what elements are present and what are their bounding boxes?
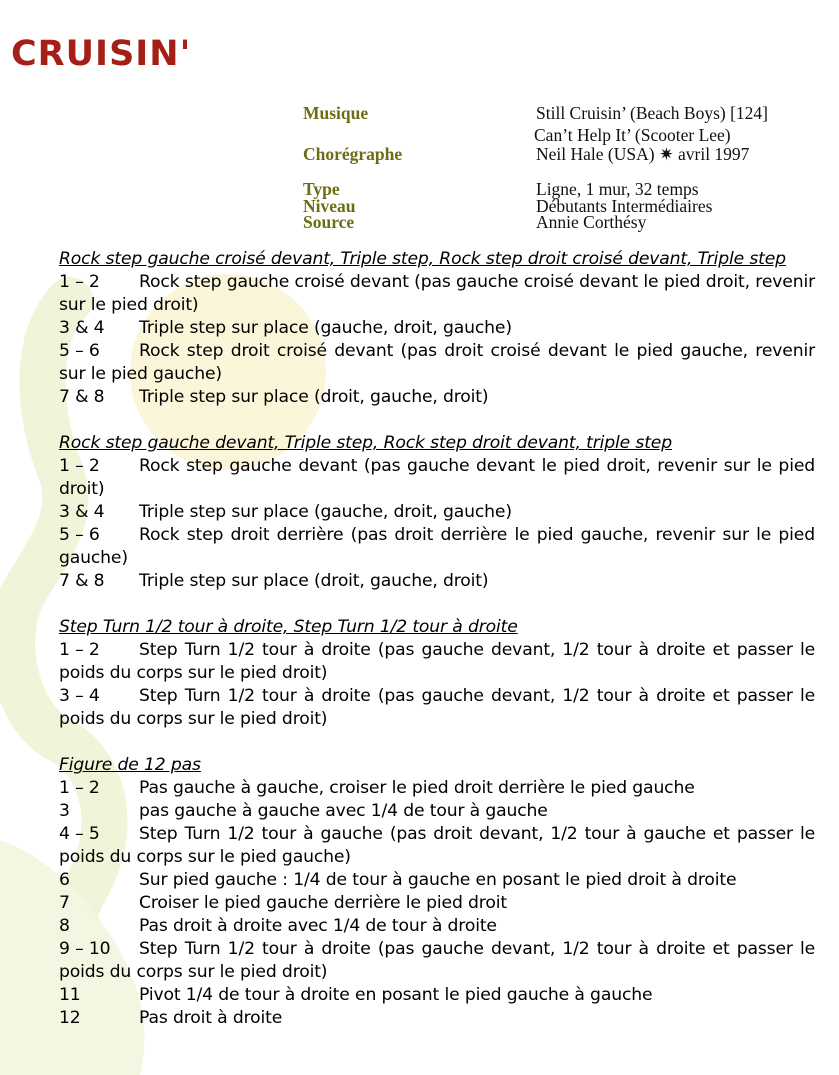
step-count: 1 – 2 <box>59 456 100 476</box>
step-text: Pas droit à droite <box>139 1008 283 1028</box>
step-count: 5 – 6 <box>59 525 100 545</box>
step-text: Pas gauche à gauche, croiser le pied droit derrière le pied gauche <box>139 778 695 798</box>
step-row <box>59 386 815 409</box>
step-row <box>59 340 815 386</box>
step-row <box>59 501 815 524</box>
step-count: 3 & 4 <box>59 318 105 338</box>
step-text: Rock step gauche croisé devant (pas gauche croisé devant le pied droit, revenir sur le pied droit) <box>59 272 815 315</box>
step-text: Pas droit à droite avec 1/4 de tour à droite <box>139 916 497 936</box>
step-count: 9 – 10 <box>59 939 111 959</box>
step-text: Triple step sur place (droit, gauche, droit) <box>139 387 489 407</box>
step-text: Sur pied gauche : 1/4 de tour à gauche en posant le pied droit à droite <box>139 870 737 890</box>
step-text: Rock step droit croisé devant (pas droit croisé devant le pied gauche, revenir sur le pied gauche) <box>59 341 815 384</box>
step-row <box>59 800 815 823</box>
type-value: Ligne, 1 mur, 32 temps <box>536 179 699 199</box>
type-label: Type <box>303 179 340 199</box>
source-label: Source <box>303 212 355 232</box>
step-count: 5 – 6 <box>59 341 100 361</box>
choregraphe-value: Neil Hale (USA) ✷ avril 1997 <box>536 144 750 164</box>
step-row <box>59 869 815 892</box>
musique-value: Still Cruisin’ (Beach Boys) [124] <box>536 103 769 123</box>
niveau-label: Niveau <box>303 196 356 216</box>
step-row <box>59 984 815 1007</box>
step-row <box>59 639 815 685</box>
section-title: Figure de 12 pas <box>59 755 201 775</box>
step-row <box>59 1007 815 1030</box>
step-row <box>59 455 815 501</box>
step-count: 11 <box>59 985 81 1005</box>
step-text: Triple step sur place (gauche, droit, gauche) <box>139 318 512 338</box>
choregraphe-label: Chorégraphe <box>303 144 403 164</box>
step-count: 1 – 2 <box>59 272 100 292</box>
step-text: Rock step droit derrière (pas droit derrière le pied gauche, revenir sur le pied gauche) <box>59 525 815 568</box>
step-count: 3 <box>59 801 70 821</box>
step-count: 1 – 2 <box>59 640 100 660</box>
step-row <box>59 524 815 570</box>
step-count: 7 & 8 <box>59 571 105 591</box>
step-text: Pivot 1/4 de tour à droite en posant le pied gauche à gauche <box>139 985 653 1005</box>
musique-label: Musique <box>303 103 369 123</box>
step-count: 3 & 4 <box>59 502 105 522</box>
section-title: Step Turn 1/2 tour à droite, Step Turn 1/2 tour à droite <box>59 617 518 637</box>
niveau-value: Débutants Intermédiaires <box>536 196 713 216</box>
step-row <box>59 570 815 593</box>
musique-value-2: Can’t Help It’ (Scooter Lee) <box>534 125 731 145</box>
step-text: Croiser le pied gauche derrière le pied droit <box>139 893 507 913</box>
step-row <box>59 915 815 938</box>
section-4 <box>59 754 815 1030</box>
section-title: Rock step gauche croisé devant, Triple step, Rock step droit croisé devant, Triple step <box>59 249 786 269</box>
step-text: Step Turn 1/2 tour à droite (pas gauche devant, 1/2 tour à droite et passer le poids du corps sur le pied droit) <box>59 686 815 729</box>
step-count: 7 & 8 <box>59 387 105 407</box>
step-count: 12 <box>59 1008 81 1028</box>
step-text: Triple step sur place (gauche, droit, gauche) <box>139 502 512 522</box>
section-3 <box>59 616 815 731</box>
step-text: Step Turn 1/2 tour à droite (pas gauche devant, 1/2 tour à droite et passer le poids du corps sur le pied droit) <box>59 939 815 982</box>
section-title: Rock step gauche devant, Triple step, Rock step droit devant, triple step <box>59 433 672 453</box>
step-row <box>59 317 815 340</box>
step-count: 6 <box>59 870 70 890</box>
source-value: Annie Corthésy <box>536 212 647 232</box>
step-count: 1 – 2 <box>59 778 100 798</box>
step-count: 7 <box>59 893 70 913</box>
choreography-content <box>59 248 815 1053</box>
step-text: Step Turn 1/2 tour à droite (pas gauche devant, 1/2 tour à droite et passer le poids du corps sur le pied droit) <box>59 640 815 683</box>
step-row <box>59 271 815 317</box>
step-row <box>59 685 815 731</box>
step-row <box>59 938 815 984</box>
step-count: 8 <box>59 916 70 936</box>
step-row <box>59 823 815 869</box>
step-count: 3 – 4 <box>59 686 100 706</box>
step-text: Step Turn 1/2 tour à gauche (pas droit devant, 1/2 tour à gauche et passer le poids du corps sur le pied gauche) <box>59 824 815 867</box>
section-1 <box>59 248 815 409</box>
step-text: Rock step gauche devant (pas gauche devant le pied droit, revenir sur le pied droit) <box>59 456 815 499</box>
page-title: CRUISIN' <box>11 34 192 74</box>
step-row <box>59 777 815 800</box>
step-text: Triple step sur place (droit, gauche, droit) <box>139 571 489 591</box>
section-2 <box>59 432 815 593</box>
step-text: pas gauche à gauche avec 1/4 de tour à gauche <box>139 801 548 821</box>
step-row <box>59 892 815 915</box>
step-count: 4 – 5 <box>59 824 100 844</box>
